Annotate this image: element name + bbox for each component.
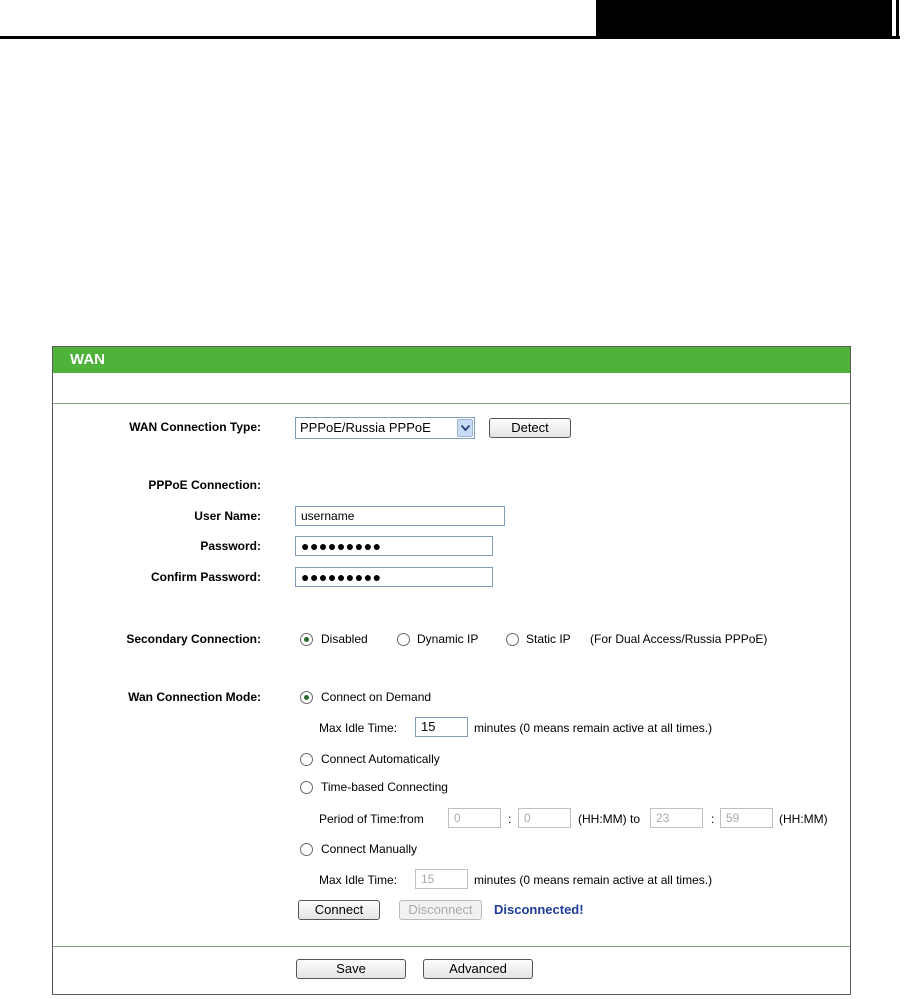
connect-manually-label: Connect Manually xyxy=(321,842,418,856)
connect-on-demand-label: Connect on Demand xyxy=(321,690,432,704)
hhmm-label: (HH:MM) xyxy=(779,812,828,826)
confirm-password-input[interactable]: ●●●●●●●●● xyxy=(295,567,493,587)
hhmm-to-label: (HH:MM) to xyxy=(578,812,640,826)
divider-bottom xyxy=(53,946,850,947)
password-label: Password: xyxy=(200,539,261,553)
wan-type-select[interactable] xyxy=(295,417,475,439)
connect-button[interactable]: Connect xyxy=(298,900,380,920)
manual-max-idle-input[interactable]: 15 xyxy=(415,869,468,889)
username-label: User Name: xyxy=(194,509,261,523)
to-minute-input[interactable]: 59 xyxy=(720,808,773,828)
header-block xyxy=(596,0,892,37)
wan-type-value: PPPoE/Russia PPPoE xyxy=(300,420,431,435)
panel-title: WAN xyxy=(70,351,105,368)
secondary-note: (For Dual Access/Russia PPPoE) xyxy=(590,632,768,646)
advanced-button[interactable]: Advanced xyxy=(423,959,533,979)
radio-secondary-dynamic[interactable] xyxy=(397,633,410,646)
wan-type-label: WAN Connection Type: xyxy=(129,420,261,434)
disconnect-button[interactable]: Disconnect xyxy=(399,900,482,920)
from-hour-input[interactable]: 0 xyxy=(448,808,501,828)
manual-max-idle-label: Max Idle Time: xyxy=(319,873,398,887)
secondary-static-label: Static IP xyxy=(526,632,571,646)
radio-connect-manually[interactable] xyxy=(300,843,313,856)
max-idle-label: Max Idle Time: xyxy=(319,721,398,735)
username-input[interactable]: username xyxy=(295,506,505,526)
connection-status: Disconnected! xyxy=(494,902,584,917)
period-label: Period of Time:from xyxy=(319,812,424,826)
from-colon: : xyxy=(508,812,512,826)
wan-panel xyxy=(52,346,851,995)
password-input[interactable]: ●●●●●●●●● xyxy=(295,536,493,556)
detect-button[interactable]: Detect xyxy=(489,418,571,438)
to-hour-input[interactable]: 23 xyxy=(650,808,703,828)
secondary-label: Secondary Connection: xyxy=(126,632,261,646)
max-idle-input[interactable]: 15 xyxy=(415,717,468,737)
manual-max-idle-note: minutes (0 means remain active at all times.) xyxy=(474,873,713,887)
radio-connect-on-demand[interactable] xyxy=(300,691,313,704)
radio-secondary-disabled[interactable] xyxy=(300,633,313,646)
panel-header xyxy=(53,347,850,373)
chevron-down-icon[interactable] xyxy=(457,419,473,437)
pppoe-section-label: PPPoE Connection: xyxy=(148,478,261,492)
confirm-password-label: Confirm Password: xyxy=(150,570,261,584)
radio-time-based[interactable] xyxy=(300,781,313,794)
connect-automatically-label: Connect Automatically xyxy=(321,752,440,766)
mode-label: Wan Connection Mode: xyxy=(128,690,261,704)
header-tick xyxy=(896,0,899,37)
secondary-disabled-label: Disabled xyxy=(321,632,368,646)
save-button[interactable]: Save xyxy=(296,959,406,979)
max-idle-note: minutes (0 means remain active at all times.) xyxy=(474,721,713,735)
secondary-dynamic-label: Dynamic IP xyxy=(417,632,479,646)
radio-connect-automatically[interactable] xyxy=(300,753,313,766)
radio-secondary-static[interactable] xyxy=(506,633,519,646)
divider-top xyxy=(53,403,850,404)
from-minute-input[interactable]: 0 xyxy=(518,808,571,828)
time-based-label: Time-based Connecting xyxy=(321,780,448,794)
to-colon: : xyxy=(711,812,715,826)
header-rule xyxy=(0,36,900,39)
